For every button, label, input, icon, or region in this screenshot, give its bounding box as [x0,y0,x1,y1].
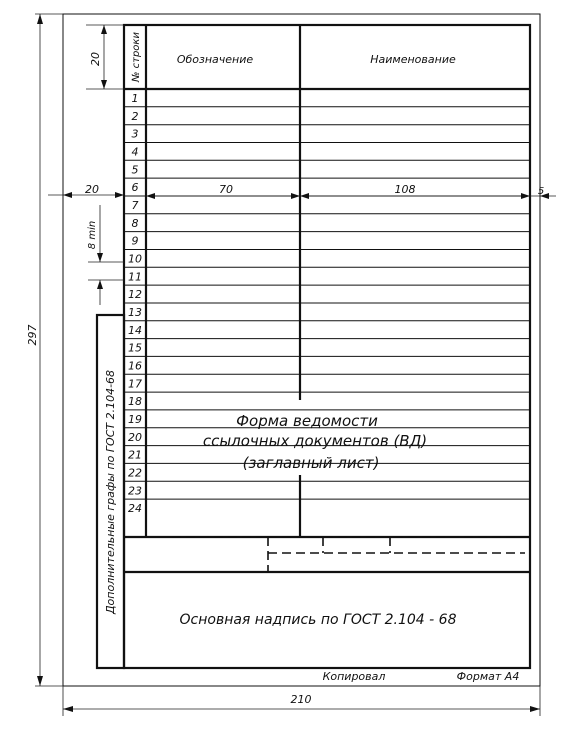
row-number: 1 [131,92,139,105]
row-number: 21 [128,448,142,462]
arrow-left-margin-a [63,192,72,198]
arrow-left-margin-b [115,192,124,198]
row-number: 14 [128,323,142,337]
row-number: 19 [128,412,142,426]
row-number: 6 [131,181,139,195]
row-number: 17 [128,377,142,391]
header-designation: Обозначение [176,53,254,66]
dim-70-label: 70 [219,183,233,196]
arrow-header-bottom [101,80,107,89]
arrow-70-left [146,193,155,199]
row-number: 12 [128,288,142,302]
row-number: 2 [131,109,139,123]
dim-row-step-label: 8 min [87,220,98,250]
dim-297-label: 297 [26,324,39,346]
arrow-header-top [101,25,107,34]
row-number: 24 [128,502,142,516]
arrow-297-bottom [37,676,43,686]
arrow-210-right [530,706,540,712]
header-row-number: № строки [131,32,142,82]
row-number: 10 [128,252,142,266]
dim-left-margin-label: 20 [85,183,99,196]
arrow-row-step-a [97,253,103,262]
row-number: 9 [131,234,139,248]
table-rows [124,92,530,515]
row-number: 7 [131,199,139,212]
row-number: 22 [128,466,142,480]
dim-header-label: 20 [89,52,102,66]
row-number: 15 [128,341,142,355]
form-title-line-3: (заглавный лист) [242,454,380,472]
form-title-line-1: Форма ведомости [236,412,378,430]
side-columns-label: Дополнительные графы по ГОСТ 2.104-68 [104,369,117,615]
row-number: 5 [131,163,139,177]
footer-format: Формат А4 [456,670,520,683]
header-name: Наименование [370,53,456,66]
dim-210-label: 210 [290,693,312,706]
row-number: 16 [128,359,142,373]
row-number: 8 [131,216,139,230]
row-number: 20 [128,430,142,444]
title-block-label: Основная надпись по ГОСТ 2.104 - 68 [179,612,457,628]
arrow-297-top [37,14,43,24]
dim-108-label: 108 [394,183,416,196]
row-number: 4 [131,145,139,159]
arrow-210-left [63,706,73,712]
row-number: 3 [131,127,139,141]
row-number: 18 [128,395,142,409]
arrow-108-right [521,193,530,199]
arrow-row-step-b [97,280,103,289]
form-title-line-2: ссылочных документов (ВД) [202,432,428,450]
row-number: 23 [128,484,142,498]
arrow-70-right [291,193,300,199]
footer-copied: Копировал [322,670,386,683]
row-number: 11 [128,270,142,284]
dim-right-margin-label: 5 [537,186,545,197]
row-number: 13 [128,306,142,319]
arrow-108-left [300,193,309,199]
